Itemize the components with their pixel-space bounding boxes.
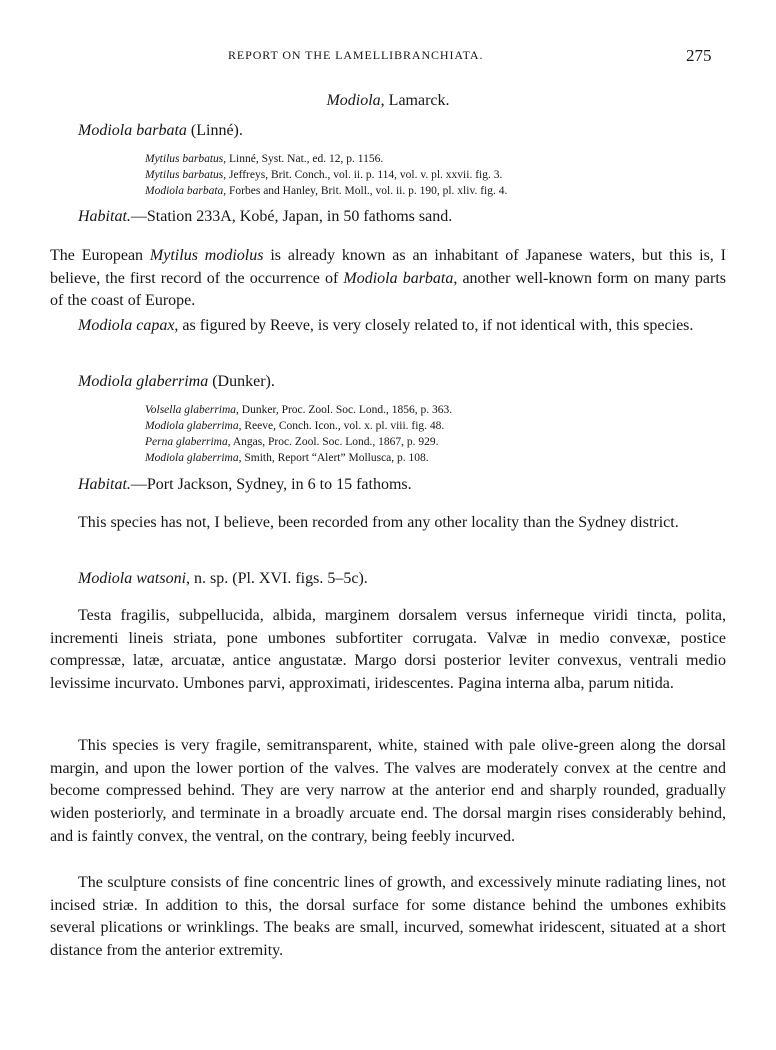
genus-authority: , Lamarck. — [380, 92, 450, 109]
running-title: REPORT ON THE LAMELLIBRANCHIATA. — [228, 48, 484, 62]
synonymy-list-glaberrima — [145, 402, 452, 466]
paragraph-glaberrima: This species has not, I believe, been recorded from any other locality than the Sydney district. — [78, 514, 679, 531]
species-authority: , n. sp. (Pl. XVI. figs. 5–5c). — [186, 570, 368, 587]
species-authority: (Dunker). — [212, 373, 275, 390]
habitat-glaberrima: Habitat.—Port Jackson, Sydney, in 6 to 15 fathoms. — [78, 476, 412, 493]
genus-name: Modiola — [326, 92, 381, 109]
synonymy-list-barbata — [145, 151, 507, 199]
synonym-entry: Mytilus barbatus, Jeffreys, Brit. Conch., vol. ii. p. 114, vol. v. pl. xxvii. fig. 3. — [145, 169, 503, 181]
description-paragraph-1: This species is very fragile, semitransparent, white, stained with pale olive-green along the dorsal margin, and upon the lower portion of the valves. The valves are moderately convex at the centre and become compressed behind. They are very narrow at the anterior end and sharply rounded, gradually widen posteriorly, and terminate in a broadly arcuate end. The dorsal margin rises considerably behind, and is faintly convex, the ventral, on the contrary, being feebly incurved. — [50, 737, 726, 845]
synonym-entry: Mytilus barbatus, Linné, Syst. Nat., ed. 12, p. 1156. — [145, 153, 384, 165]
running-header — [0, 46, 776, 68]
species-authority: (Linné). — [190, 122, 243, 139]
species-heading-glaberrima — [78, 373, 275, 391]
species-name: Modiola barbata — [78, 122, 187, 139]
synonym-entry: Perna glaberrima, Angas, Proc. Zool. Soc. Lond., 1867, p. 929. — [145, 436, 439, 448]
genus-heading — [0, 92, 776, 110]
species-name: Modiola glaberrima — [78, 373, 209, 390]
paragraph-barbata-2: Modiola capax, as figured by Reeve, is very closely related to, if not identical with, this species. — [78, 317, 694, 334]
species-name: Modiola watsoni — [78, 570, 187, 587]
synonym-entry: Modiola barbata, Forbes and Hanley, Brit. Moll., vol. ii. p. 190, pl. xliv. fig. 4. — [145, 185, 508, 197]
synonym-entry: Modiola glaberrima, Reeve, Conch. Icon., vol. x. pl. viii. fig. 48. — [145, 420, 445, 432]
habitat-barbata: Habitat.—Station 233A, Kobé, Japan, in 50 fathoms sand. — [78, 208, 453, 225]
synonym-entry: Volsella glaberrima, Dunker, Proc. Zool. Soc. Lond., 1856, p. 363. — [145, 404, 453, 416]
species-heading-barbata — [78, 122, 243, 140]
paragraph-barbata-1: The European Mytilus modiolus is already known as an inhabitant of Japanese waters, but this is, I believe, the first record of the occurrence of Modiola barbata, another well-known form on many parts of the coast of Europe. — [50, 247, 727, 310]
description-paragraph-2: The sculpture consists of fine concentric lines of growth, and excessively minute radiating lines, not incised striæ. In addition to this, the dorsal surface for some distance behind the umbones exhibits several plications or wrinklings. The beaks are small, incurved, somewhat iridescent, situated at a short distance from the anterior extremity. — [50, 874, 726, 960]
page-number: 275 — [686, 46, 712, 65]
species-heading-watsoni — [78, 570, 368, 588]
latin-diagnosis: Testa fragilis, subpellucida, albida, marginem dorsalem versus inferneque viridi tincta, polita, incrementi lineis striata, pone umbones subfortiter corrugata. Valvæ in medio convexæ, postice compressæ, latæ, arcuatæ, antice angustatæ. Margo dorsi posterior leviter convexus, ventrali medio levissime incurvato. Umbones parvi, approximati, iridescentes. Pagina interna alba, parum nitida. — [50, 607, 726, 693]
synonym-entry: Modiola glaberrima, Smith, Report “Alert” Mollusca, p. 108. — [145, 452, 429, 464]
